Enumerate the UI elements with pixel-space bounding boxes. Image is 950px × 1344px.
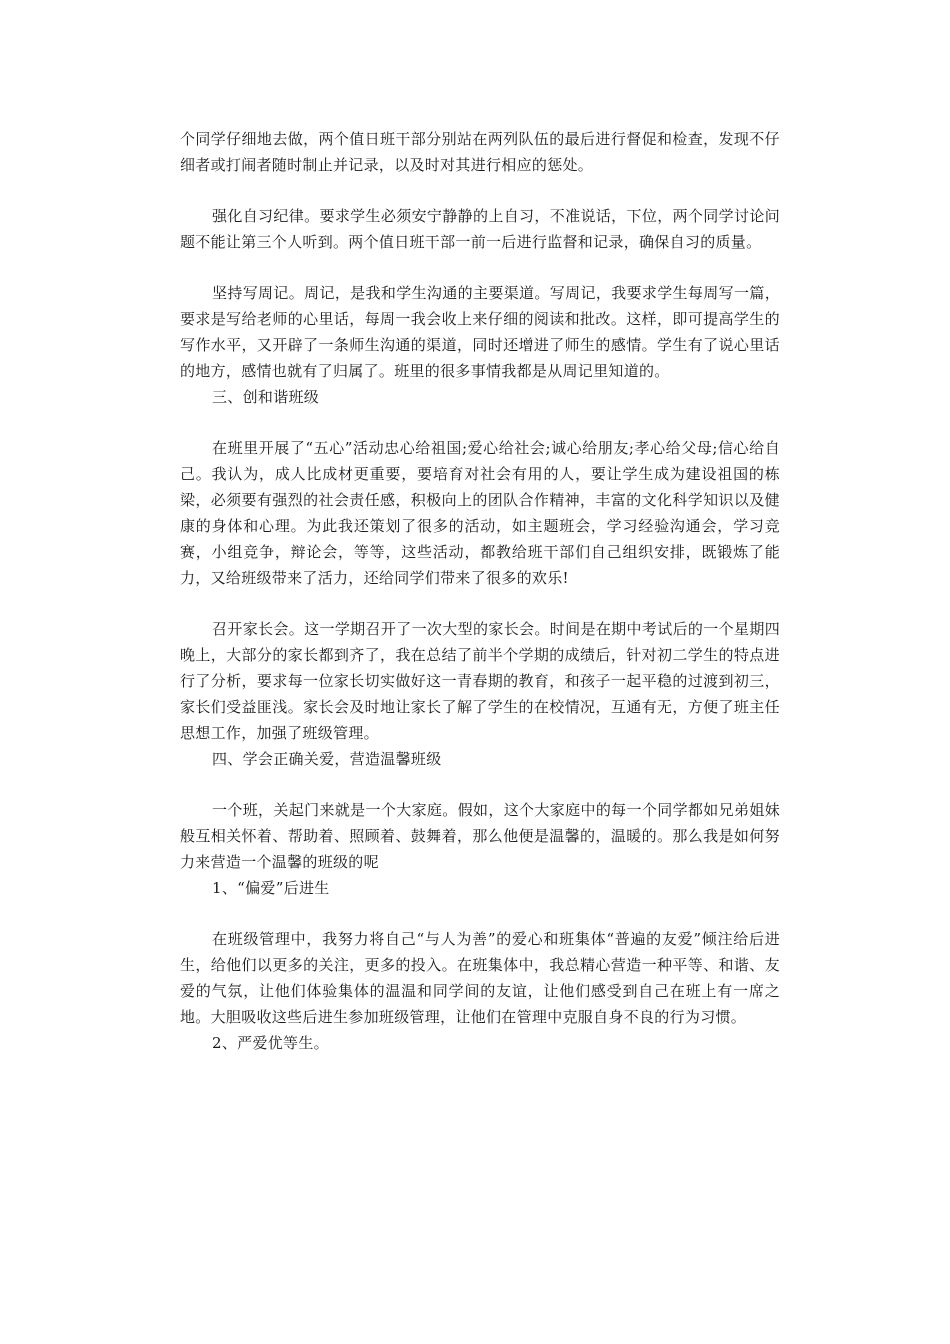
paragraph-five-hearts: 在班里开展了“五心”活动忠心给祖国;爱心给社会;诚心给朋友;孝心给父母;信心给自己。我认为，成人比成材更重要，要培育对社会有用的人，要让学生成为建设祖国的栋梁，必须要有强烈的社会责任感，积极向上的团队合作精神，丰富的文化科学知识以及健康的身体和心理。为此我还策划了很多的活动，如主题班会，学习经验沟通会，学习竞赛，小组竞争，辩论会，等等，这些活动，都教给班干部们自己组织安排，既锻炼了能力，又给班级带来了活力，还给同学们带来了很多的欢乐! xyxy=(180,439,780,587)
paragraph-underachievers: 在班级管理中，我努力将自己“与人为善”的爱心和班集体“普遍的友爱”倾注给后进生，给他们以更多的关注，更多的投入。在班集体中，我总精心营造一种平等、和谐、友爱的气氛，让他们体验集体的温温和同学间的友谊，让他们感受到自己在班上有一席之地。大胆吸收这些后进生参加班级管理，让他们在管理中克服自身不良的行为习惯。 xyxy=(180,930,780,1026)
section-heading-warm-class: 四、学会正确关爱，营造温馨班级 xyxy=(212,750,442,768)
paragraph-parent-meeting: 召开家长会。这一学期召开了一次大型的家长会。时间是在期中考试后的一个星期四晚上，大部分的家长都到齐了，我在总结了前半个学期的成绩后，针对初二学生的特点进行了分析，要求每一位家长切实做好这一青春期的教育，和孩子一起平稳的过渡到初三，家长们受益匪浅。家长会及时地让家长了解了学生的在校情况，互通有无，方便了班主任思想工作，加强了班级管理。 xyxy=(180,620,780,742)
section-heading-harmonious-class: 三、创和谐班级 xyxy=(212,388,320,406)
paragraph-self-study-discipline: 强化自习纪律。要求学生必须安宁静静的上自习，不准说话，下位，两个同学讨论问题不能让第三个人听到。两个值日班干部一前一后进行监督和记录，确保自习的质量。 xyxy=(180,207,780,251)
paragraph-duty-supervision: 个同学仔细地去做，两个值日班干部分别站在两列队伍的最后进行督促和检查，发现不仔细者或打闹者随时制止并记录，以及时对其进行相应的惩处。 xyxy=(180,130,780,174)
subheading-top-students: 2、严爱优等生。 xyxy=(212,1034,329,1052)
subheading-underachievers: 1、“偏爱”后进生 xyxy=(212,879,330,897)
document-body xyxy=(180,126,780,1056)
paragraph-class-family: 一个班，关起门来就是一个大家庭。假如，这个大家庭中的每一个同学都如兄弟姐妹般互相关怀着、帮助着、照顾着、鼓舞着，那么他便是温馨的，温暖的。那么我是如何努力来营造一个温馨的班级的呢 xyxy=(180,801,780,871)
paragraph-weekly-journal: 坚持写周记。周记，是我和学生沟通的主要渠道。写周记，我要求学生每周写一篇，要求是写给老师的心里话，每周一我会收上来仔细的阅读和批改。这样，即可提高学生的写作水平，又开辟了一条师生沟通的渠道，同时还增进了师生的感情。学生有了说心里话的地方，感情也就有了归属了。班里的很多事情我都是从周记里知道的。 xyxy=(180,284,780,380)
